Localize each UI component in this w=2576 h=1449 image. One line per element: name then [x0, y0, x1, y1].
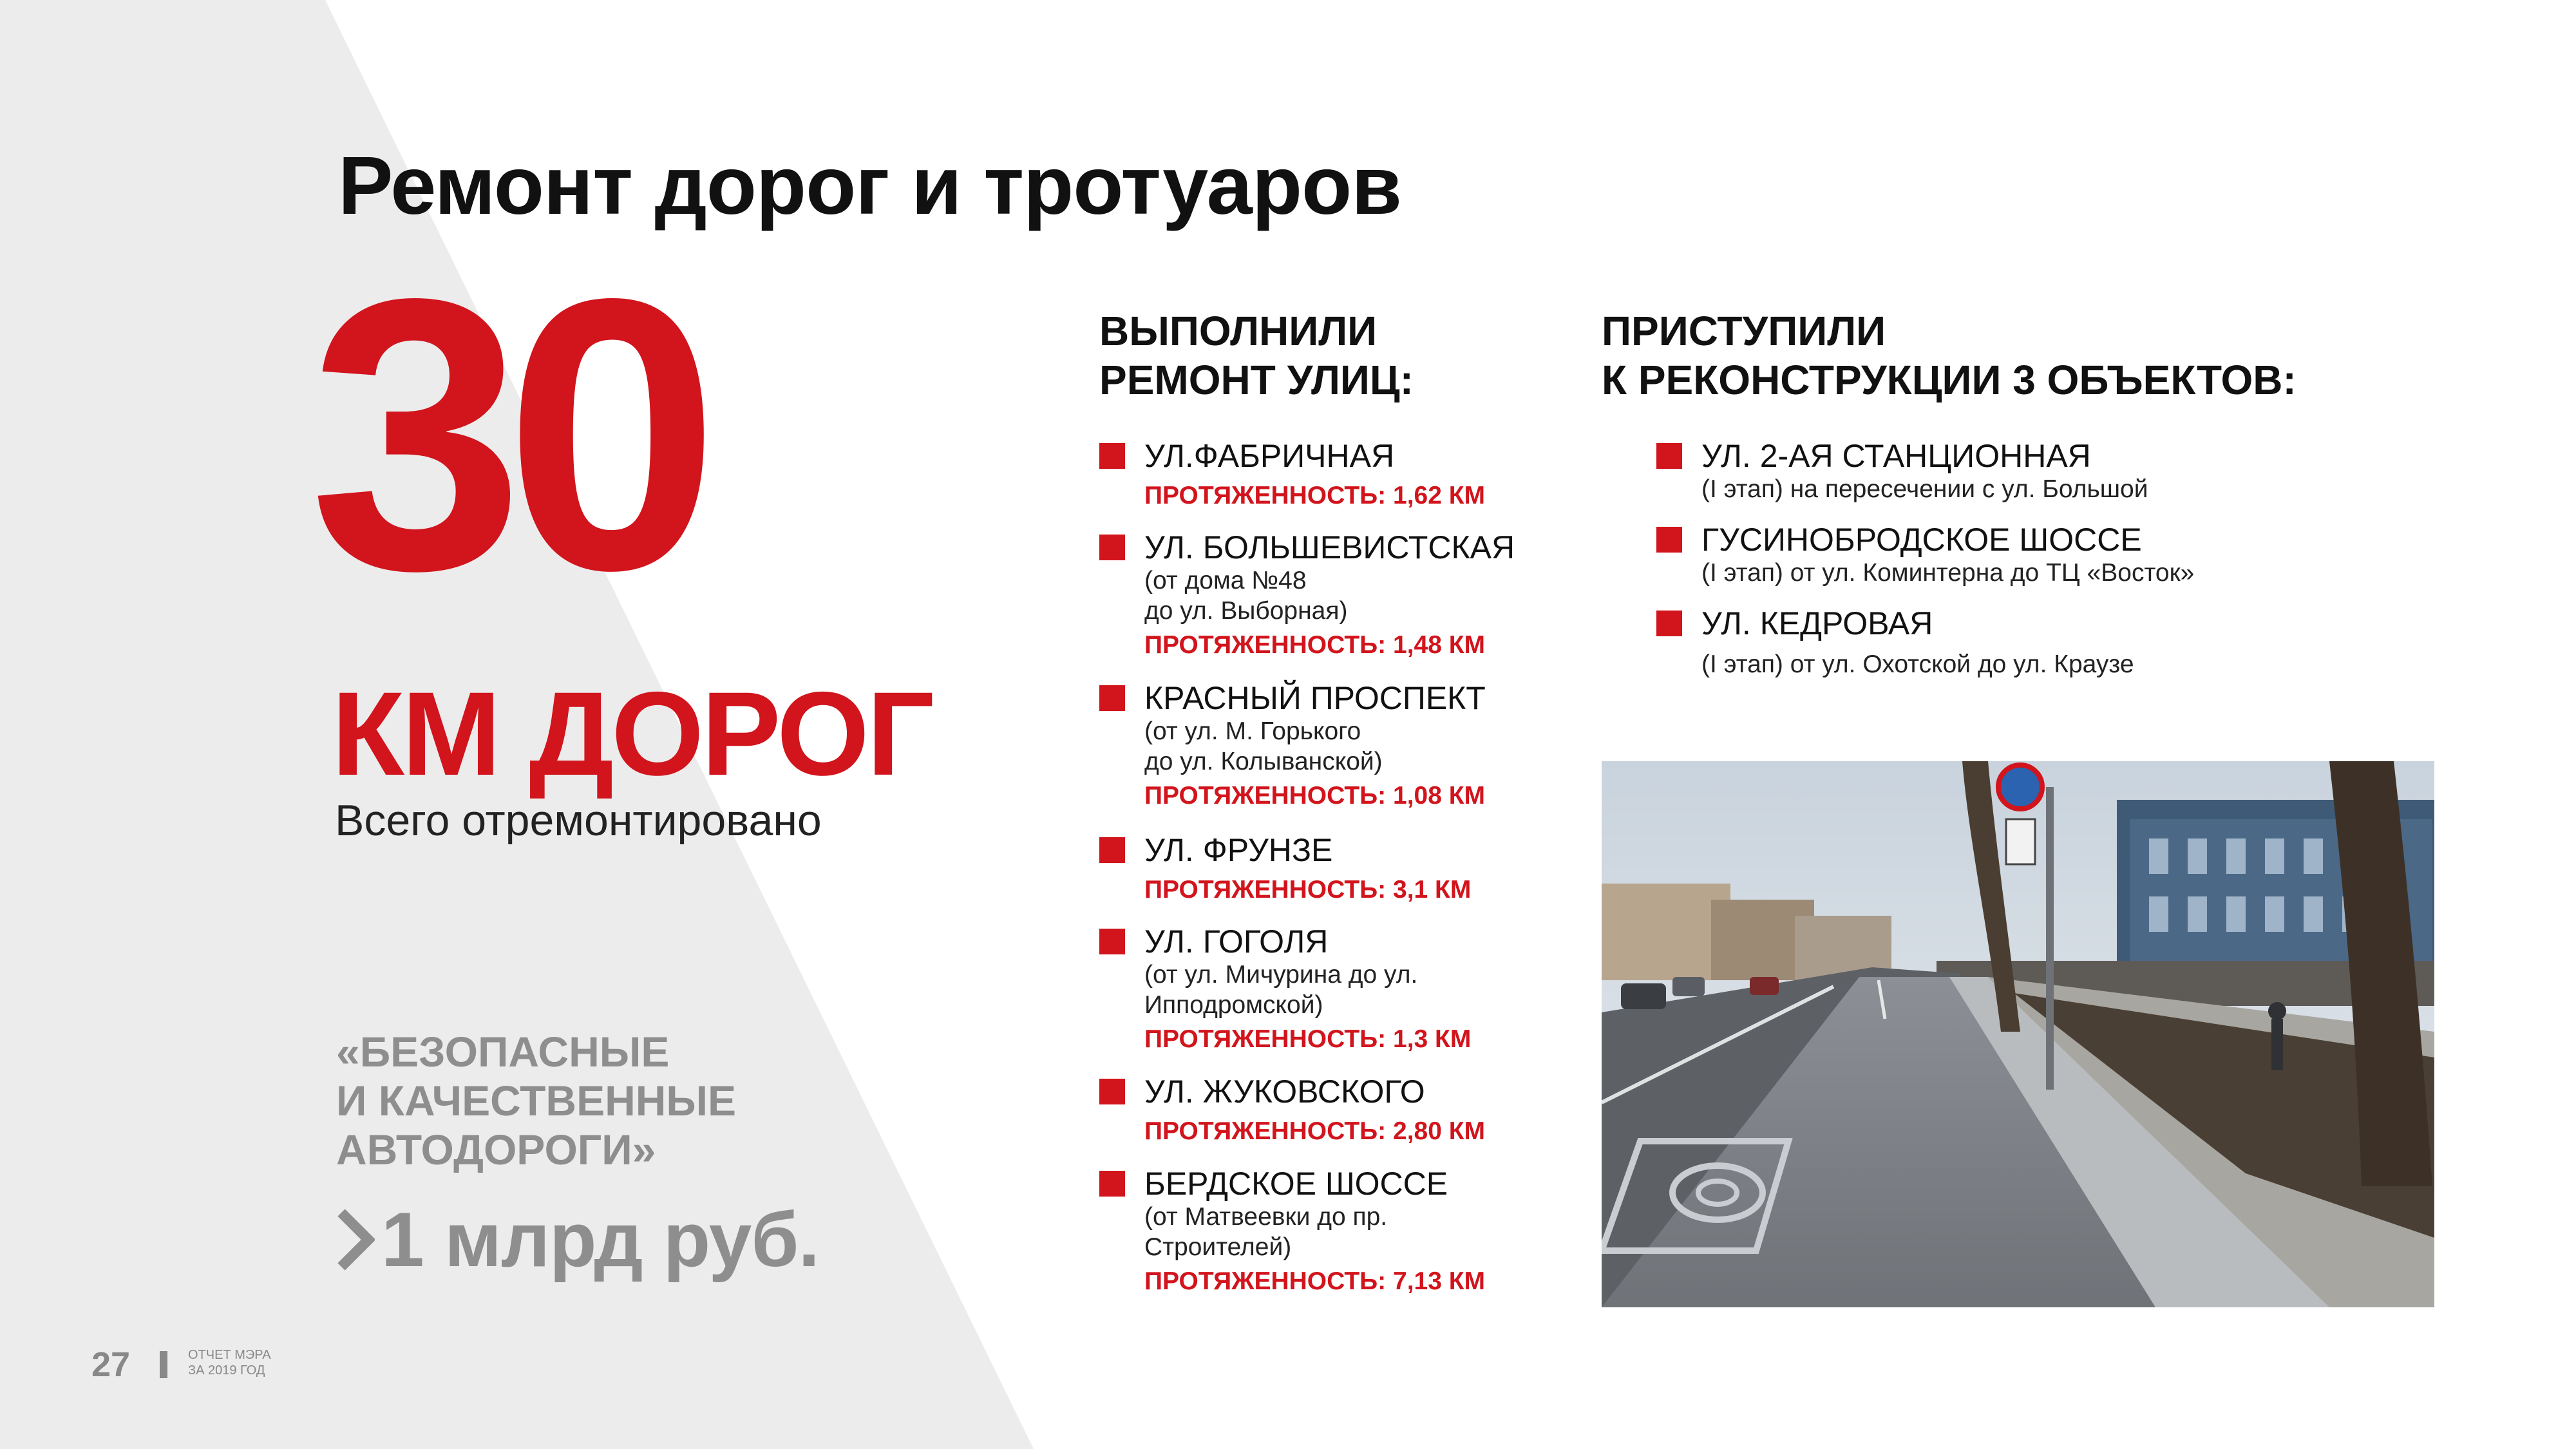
stat-unit: КМ ДОРОГ: [332, 668, 932, 800]
street-name: КРАСНЫЙ ПРОСПЕКТ: [1144, 680, 1486, 716]
street-note: Строителей): [1144, 1233, 1292, 1261]
street-name: УЛ. ГОГОЛЯ: [1144, 923, 1329, 960]
object-name: ГУСИНОБРОДСКОЕ ШОССЕ: [1701, 522, 2142, 558]
stat-number: 30: [309, 219, 701, 650]
footer-caption: [188, 1347, 271, 1378]
completed-heading-line: ВЫПОЛНИЛИ: [1099, 308, 1378, 354]
red-square-bullet-icon: [1099, 685, 1125, 711]
object-name: УЛ. КЕДРОВАЯ: [1701, 605, 1933, 641]
object-note: (I этап) на пересечении с ул. Большой: [1701, 475, 2148, 503]
street-name: УЛ. БОЛЬШЕВИСТСКАЯ: [1144, 529, 1515, 565]
red-square-bullet-icon: [1099, 443, 1125, 469]
street-note: (от ул. М. Горького: [1144, 717, 1361, 745]
program-name-line: АВТОДОРОГИ»: [336, 1126, 656, 1173]
street-length: ПРОТЯЖЕННОСТЬ: 2,80 КМ: [1144, 1117, 1486, 1145]
completed-heading-line: РЕМОНТ УЛИЦ:: [1099, 357, 1414, 403]
street-photo: [1602, 761, 2434, 1307]
program-name: [336, 1027, 736, 1174]
program-amount: [336, 1198, 819, 1282]
street-note: (от Матвеевки до пр.: [1144, 1203, 1388, 1231]
red-square-bullet-icon: [1656, 527, 1682, 553]
reconstruction-heading-line: К РЕКОНСТРУКЦИИ 3 ОБЪЕКТОВ:: [1602, 357, 2297, 403]
red-square-bullet-icon: [1099, 535, 1125, 560]
footer-caption-line: ОТЧЕТ МЭРА: [188, 1348, 271, 1362]
object-note: (I этап) от ул. Охотской до ул. Краузе: [1701, 650, 2134, 678]
object-note: (I этап) от ул. Коминтерна до ТЦ «Восток»: [1701, 559, 2195, 587]
street-note: до ул. Колыванской): [1144, 748, 1383, 775]
street-name: УЛ.ФАБРИЧНАЯ: [1144, 438, 1395, 474]
red-square-bullet-icon: [1656, 443, 1682, 469]
red-square-bullet-icon: [1099, 1171, 1125, 1197]
street-length: ПРОТЯЖЕННОСТЬ: 3,1 КМ: [1144, 876, 1472, 904]
page-number: 27: [91, 1345, 131, 1384]
street-length: ПРОТЯЖЕННОСТЬ: 1,48 КМ: [1144, 631, 1486, 659]
completed-heading: [1099, 307, 1414, 404]
program-name-line: И КАЧЕСТВЕННЫЕ: [336, 1077, 737, 1124]
reconstruction-heading: [1602, 307, 2297, 404]
street-length: ПРОТЯЖЕННОСТЬ: 1,08 КМ: [1144, 782, 1486, 810]
street-note: Ипподромской): [1144, 991, 1323, 1019]
street-note: до ул. Выборная): [1144, 597, 1348, 625]
chevron-right-icon: [336, 1208, 375, 1272]
page-title: Ремонт дорог и тротуаров: [338, 140, 1401, 232]
reconstruction-heading-line: ПРИСТУПИЛИ: [1602, 308, 1886, 354]
street-length: ПРОТЯЖЕННОСТЬ: 1,62 КМ: [1144, 482, 1486, 509]
street-name: УЛ. ЖУКОВСКОГО: [1144, 1074, 1425, 1110]
street-name: УЛ. ФРУНЗЕ: [1144, 832, 1333, 868]
footer-divider: [160, 1351, 167, 1378]
program-name-line: «БЕЗОПАСНЫЕ: [336, 1028, 670, 1075]
street-length: ПРОТЯЖЕННОСТЬ: 1,3 КМ: [1144, 1025, 1472, 1053]
program-amount-value: 1 млрд руб.: [381, 1197, 819, 1283]
street-note: (от дома №48: [1144, 567, 1307, 594]
object-name: УЛ. 2-АЯ СТАНЦИОННАЯ: [1701, 438, 2091, 474]
street-name: БЕРДСКОЕ ШОССЕ: [1144, 1166, 1448, 1202]
street-note: (от ул. Мичурина до ул.: [1144, 961, 1418, 989]
red-square-bullet-icon: [1099, 929, 1125, 954]
stat-caption: Всего отремонтировано: [335, 796, 822, 845]
footer-caption-line: ЗА 2019 ГОД: [188, 1363, 265, 1378]
street-length: ПРОТЯЖЕННОСТЬ: 7,13 КМ: [1144, 1267, 1486, 1295]
red-square-bullet-icon: [1656, 611, 1682, 636]
red-square-bullet-icon: [1099, 837, 1125, 863]
red-square-bullet-icon: [1099, 1079, 1125, 1104]
